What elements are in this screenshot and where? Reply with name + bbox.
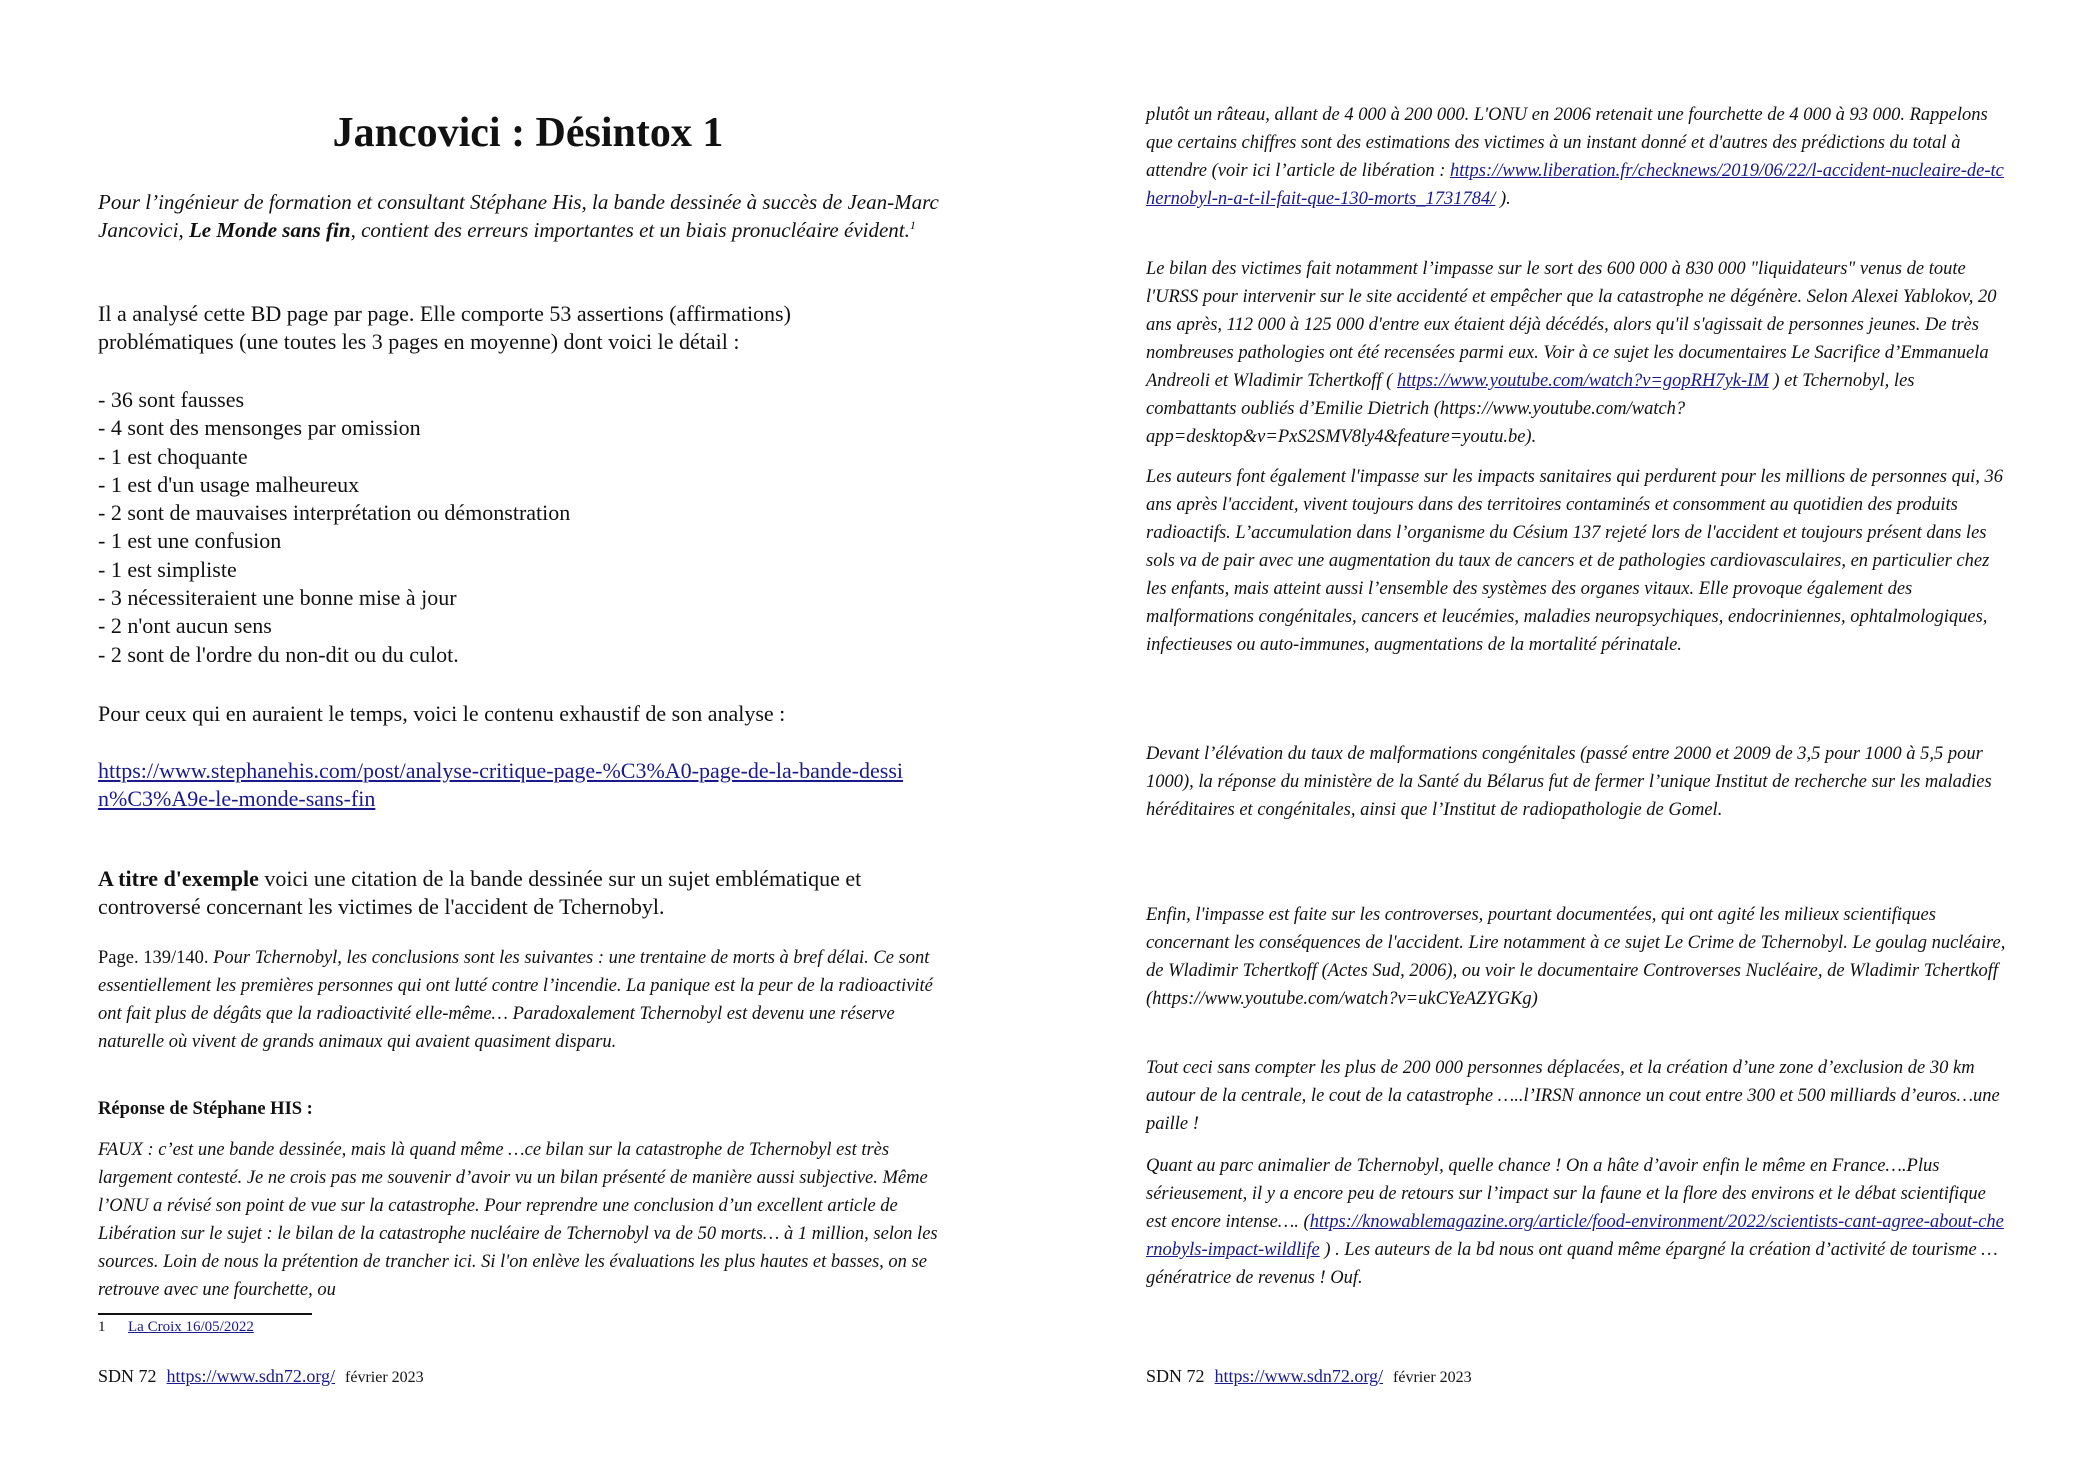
intro-text-end: , contient des erreurs importantes et un biais pronucléaire évident.	[350, 218, 910, 242]
footnote-number: 1	[98, 1319, 106, 1335]
assertion-item: - 1 est simpliste	[98, 556, 237, 582]
analysis-paragraph: Il a analysé cette BD page par page. Elle comporte 53 assertions (affirmations) problématiques (une toutes les 3 pages en moyenne) dont voici le détail :	[98, 301, 791, 354]
response-heading: Réponse de Stéphane HIS :	[98, 1099, 313, 1119]
analysis-link[interactable]: https://www.stephanehis.com/post/analyse-critique-page-%C3%A0-page-de-la-bande-dessin%C3%A9e-le-monde-sans-fin	[98, 758, 903, 811]
footnote-divider	[98, 1313, 312, 1315]
wildlife-paragraph	[1146, 1152, 2008, 1292]
footer-date: février 2023	[345, 1369, 424, 1386]
assertion-item: - 36 sont fausses	[98, 387, 245, 412]
liquidators-text: Le bilan des victimes fait notamment l’impasse sur le sort des 600 000 à 830 000 "liquidateurs" venus de toute l'URSS pour intervenir sur le site accidenté et empêcher que la catastrophe ne dégénère. Selon Alexei Yablokov, 20 ans après, 112 000 à 125 000 d'entre eux étaient déjà décédés, alors qu'il s'agissait de personnes jeunes. De très nombreuses pathologies ont été recensées parmi eux. Voir à ce sujet les documentaires Le Sacrifice d’Emmanuela Andreoli et Wladimir Tchertkoff (	[1146, 259, 1997, 391]
wildlife-end: ) . Les auteurs de la bd nous ont quand même épargné la création d’activité de tourisme …génératrice de revenus ! Ouf.	[1146, 1240, 1998, 1288]
malformations-paragraph: Devant l’élévation du taux de malformations congénitales (passé entre 2000 et 2009 de 3,5 pour 1000 à 5,5 pour 1000), la réponse du ministère de la Santé du Bélarus fut de fermer l’unique Institut de recherche sur les maladies héréditaires et congénitales, ainsi que l’Institut de radiopathologie de Gomel.	[1146, 744, 1992, 820]
footer-org: SDN 72	[98, 1366, 157, 1386]
assertion-item: - 3 nécessiteraient une bonne mise à jour	[98, 585, 457, 611]
liquidators-paragraph	[1146, 255, 2008, 451]
liquidators-end: ) et Tchernobyl, les combattants oubliés d’Emilie Dietrich (https://www.youtube.com/watch?app=desktop&v=PxS2SMV8ly4&feature=youtu.be).	[1146, 371, 1915, 447]
right-page	[1146, 0, 2008, 1470]
wildlife-text: Quant au parc animalier de Tchernobyl, quelle chance ! On a hâte d’avoir enfin le même en France….Plus sérieusement, il y a encore peu de retours sur l’impact sur la faune et la flore des environs et le débat scientifique est encore intense…. (	[1146, 1156, 1986, 1232]
assertion-item: - 2 n'ont aucun sens	[98, 613, 272, 639]
continuation-end: ).	[1495, 189, 1511, 209]
book-title: Le Monde sans fin	[188, 218, 351, 242]
left-page	[98, 0, 958, 1470]
assertion-item: - 2 sont de l'ordre du non-dit ou du culot.	[98, 641, 459, 667]
quote-paragraph	[98, 944, 958, 1056]
example-bold: A titre d'exemple	[98, 866, 259, 891]
health-impacts-paragraph: Les auteurs font également l'impasse sur les impacts sanitaires qui perdurent pour les millions de personnes qui, 36 ans après l'accident, vivent toujours dans des territoires contaminés et consomment au quotidien des produits radioactifs. L’accumulation dans l’organisme du Césium 137 rejeté lors de l'accident et toujours présent dans les sols va de pair avec une augmentation du taux de cancers et de pathologies cardiovasculaires, en particulier chez les enfants, mais atteint aussi l’ensemble des systèmes des organes vitaux. Elle provoque également des malformations congénitales, cancers et leucémies, maladies neuropsychiques, endocriniennes, ophtalmologiques, infectieuses ou auto-immunes, augmentations de la mortalité périnatale.	[1146, 467, 2003, 655]
footer-link[interactable]: https://www.sdn72.org/	[166, 1366, 336, 1386]
liberation-link[interactable]: https://www.liberation.fr/checknews/2019/06/22/l-accident-nucleaire-de-tchernobyl-n-a-t-il-fait-que-130-morts_1731784/	[1146, 161, 2004, 209]
response-paragraph: FAUX : c’est une bande dessinée, mais là quand même …ce bilan sur la catastrophe de Tchernobyl est très largement contesté. Je ne crois pas me souvenir d’avoir vu un bilan présenté de manière aussi subjective. Même l’ONU a révisé son point de vue sur la catastrophe. Pour reprendre une conclusion d’un excellent article de Libération sur le sujet : le bilan de la catastrophe nucléaire de Tchernobyl va de 50 morts… à 1 million, selon les sources. Loin de nous la prétention de trancher ici. Si l'on enlève les évaluations les plus hautes et basses, on se retrouve avec une fourchette, ou	[98, 1140, 938, 1300]
controversies-paragraph: Enfin, l'impasse est faite sur les controverses, pourtant documentées, qui ont agité les milieux scientifiques concernant les conséquences de l'accident. Lire notamment à ce sujet Le Crime de Tchernobyl. Le goulag nucléaire, de Wladimir Tchertkoff (Actes Sud, 2006), ou voir le documentaire Controverses Nucléaire, de Wladimir Tchertkoff (https://www.youtube.com/watch?v=ukCYeAZYGKg)	[1146, 905, 2006, 1009]
intro-paragraph	[98, 188, 958, 244]
assertion-item: - 4 sont des mensonges par omission	[98, 415, 421, 441]
footer-org: SDN 72	[1146, 1366, 1205, 1386]
page-footer	[1146, 1364, 1472, 1390]
assertion-item: - 1 est choquante	[98, 443, 248, 469]
footnote-ref[interactable]: 1	[909, 218, 916, 232]
assertion-item: - 1 est une confusion	[98, 528, 282, 554]
continuation-paragraph	[1146, 101, 2008, 213]
footnote	[98, 1317, 254, 1337]
footnote-link[interactable]: La Croix 16/05/2022	[128, 1319, 254, 1335]
assertion-item: - 1 est d'un usage malheureux	[98, 471, 360, 497]
quote-text: Pour Tchernobyl, les conclusions sont les suivantes : une trentaine de morts à bref délai. Ce sont essentiellement les premières personnes qui ont lutté contre l’incendie. La panique est la peur de la radioactivité ont fait plus de dégâts que la radioactivité elle-même… Paradoxalement Tchernobyl est devenu une réserve naturelle où vivent de grands animaux qui avaient quasiment disparu.	[98, 948, 933, 1052]
example-text: voici une citation de la bande dessinée sur un sujet emblématique et controversé concernant les victimes de l'accident de Tchernobyl.	[98, 866, 862, 919]
exhaustive-paragraph: Pour ceux qui en auraient le temps, voici le contenu exhaustif de son analyse :	[98, 701, 786, 726]
page-footer	[98, 1364, 424, 1390]
assertions-list	[98, 386, 570, 669]
example-paragraph	[98, 865, 958, 921]
youtube-link[interactable]: https://www.youtube.com/watch?v=gopRH7yk-IM	[1396, 371, 1769, 391]
page-title: Jancovici : Désintox 1	[332, 110, 724, 156]
continuation-text: plutôt un râteau, allant de 4 000 à 200 000. L'ONU en 2006 retenait une fourchette de 4 000 à 93 000. Rappelons que certains chiffres sont des estimations des victimes à un instant donné et d'autres des prédictions du total à attendre (voir ici l’article de libération :	[1146, 105, 1988, 181]
knowable-link[interactable]: https://knowablemagazine.org/article/food-environment/2022/scientists-cant-agree-about-chernobyls-impact-wildlife	[1146, 1212, 2004, 1260]
displaced-paragraph: Tout ceci sans compter les plus de 200 000 personnes déplacées, et la création d’une zone d’exclusion de 30 km autour de la centrale, le cout de la catastrophe …..l’IRSN annonce un cout entre 300 et 500 milliards d’euros…une paille !	[1146, 1058, 2000, 1134]
analysis-link-paragraph	[98, 757, 918, 813]
footer-date: février 2023	[1393, 1369, 1472, 1386]
assertion-item: - 2 sont de mauvaises interprétation ou démonstration	[98, 500, 571, 526]
intro-text-start: Pour l’ingénieur de formation et consultant Stéphane His, la bande dessinée à succès de Jean-Marc Jancovici,	[98, 190, 939, 242]
footer-link[interactable]: https://www.sdn72.org/	[1214, 1366, 1384, 1386]
quote-page-ref: Page. 139/140.	[98, 948, 214, 968]
